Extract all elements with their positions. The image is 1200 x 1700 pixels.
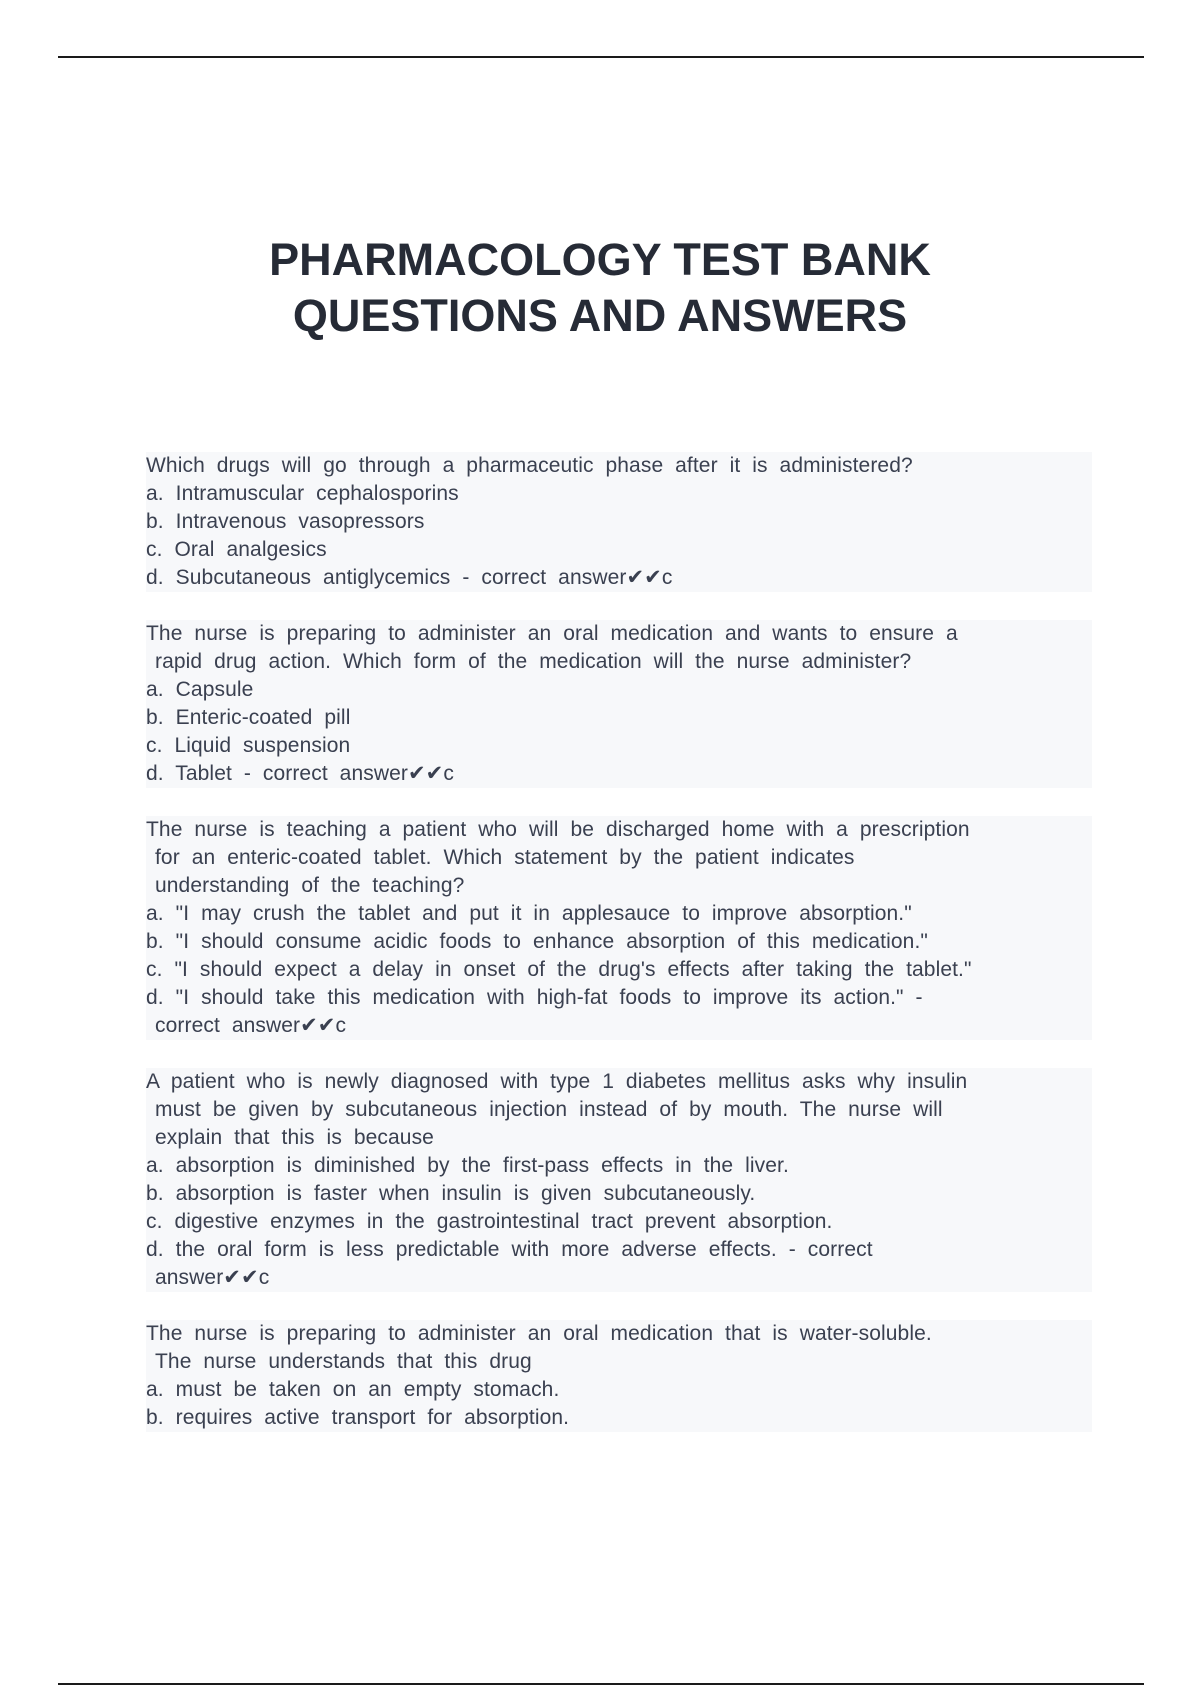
question-5-stem-line-1: The nurse is preparing to administer an oral medication that is water-soluble. [146,1320,1092,1348]
question-1-option-a: a. Intramuscular cephalosporins [146,480,1092,508]
question-3 [146,816,1092,1040]
question-4-option-b: b. absorption is faster when insulin is given subcutaneously. [146,1180,1092,1208]
question-4-stem-line-3: explain that this is because [146,1124,1092,1152]
question-1-option-c: c. Oral analgesics [146,536,1092,564]
question-4-option-d-line-1: d. the oral form is less predictable with more adverse effects. - correct [146,1236,1092,1264]
question-2-option-b: b. Enteric-coated pill [146,704,1092,732]
question-3-option-d-line-2: correct answer✔✔c [146,1012,1092,1040]
question-3-option-a: a. "I may crush the tablet and put it in applesauce to improve absorption." [146,900,1092,928]
question-1-option-b: b. Intravenous vasopressors [146,508,1092,536]
question-5 [146,1320,1092,1432]
title-line-2: QUESTIONS AND ANSWERS [292,290,908,341]
question-4-option-a: a. absorption is diminished by the first-pass effects in the liver. [146,1152,1092,1180]
question-4-option-c: c. digestive enzymes in the gastrointestinal tract prevent absorption. [146,1208,1092,1236]
bottom-rule [58,1683,1144,1685]
question-1 [146,452,1092,592]
question-3-option-c: c. "I should expect a delay in onset of the drug's effects after taking the tablet." [146,956,1092,984]
question-2 [146,620,1092,788]
question-3-stem-line-1: The nurse is teaching a patient who will be discharged home with a prescription [146,816,1092,844]
question-4-stem-line-1: A patient who is newly diagnosed with type 1 diabetes mellitus asks why insulin [146,1068,1092,1096]
question-2-stem-line-2: rapid drug action. Which form of the medication will the nurse administer? [146,648,1092,676]
title-line-1: PHARMACOLOGY TEST BANK [269,234,931,285]
question-2-option-d: d. Tablet - correct answer✔✔c [146,760,1092,788]
question-list [146,452,1092,1460]
question-4 [146,1068,1092,1292]
question-5-option-a: a. must be taken on an empty stomach. [146,1376,1092,1404]
question-4-stem-line-2: must be given by subcutaneous injection instead of by mouth. The nurse will [146,1096,1092,1124]
question-2-option-a: a. Capsule [146,676,1092,704]
question-3-stem-line-2: for an enteric-coated tablet. Which statement by the patient indicates [146,844,1092,872]
question-1-option-d: d. Subcutaneous antiglycemics - correct answer✔✔c [146,564,1092,592]
question-2-stem-line-1: The nurse is preparing to administer an oral medication and wants to ensure a [146,620,1092,648]
question-3-stem-line-3: understanding of the teaching? [146,872,1092,900]
question-4-option-d-line-2: answer✔✔c [146,1264,1092,1292]
document-title [0,232,1200,344]
question-3-option-b: b. "I should consume acidic foods to enhance absorption of this medication." [146,928,1092,956]
question-3-option-d-line-1: d. "I should take this medication with high-fat foods to improve its action." - [146,984,1092,1012]
top-rule [58,56,1144,58]
question-1-stem: Which drugs will go through a pharmaceutic phase after it is administered? [146,452,1092,480]
question-5-option-b: b. requires active transport for absorption. [146,1404,1092,1432]
question-2-option-c: c. Liquid suspension [146,732,1092,760]
question-5-stem-line-2: The nurse understands that this drug [146,1348,1092,1376]
